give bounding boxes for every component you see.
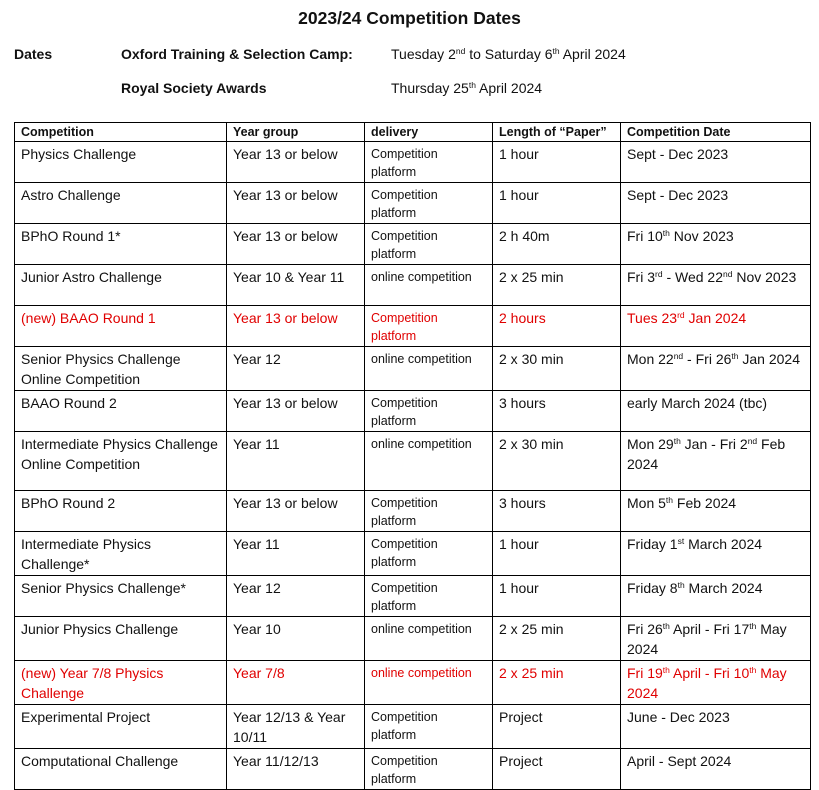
cell-competition: Physics Challenge [15, 142, 227, 183]
cell-competition-date: Fri 10th Nov 2023 [621, 224, 811, 265]
cell-length: 1 hour [493, 532, 621, 576]
cell-delivery: Competition platform [365, 183, 493, 224]
cell-competition-date: Friday 8th March 2024 [621, 576, 811, 617]
table-row [15, 224, 811, 265]
ordinal-suffix: th [662, 665, 670, 675]
cell-year-group: Year 11/12/13 [227, 749, 365, 790]
ordinal-suffix: th [662, 228, 670, 238]
event-name-oxford-camp: Oxford Training & Selection Camp: [121, 46, 353, 62]
cell-delivery: online competition [365, 265, 493, 306]
cell-competition: Astro Challenge [15, 183, 227, 224]
cell-delivery: Competition platform [365, 391, 493, 432]
cell-delivery: online competition [365, 347, 493, 391]
table-row [15, 265, 811, 306]
cell-competition: (new) Year 7/8 Physics Challenge [15, 661, 227, 705]
cell-year-group: Year 11 [227, 432, 365, 491]
cell-competition: Intermediate Physics Challenge Online Competition [15, 432, 227, 491]
ordinal-suffix: th [662, 621, 670, 631]
cell-competition: BPhO Round 2 [15, 491, 227, 532]
cell-competition-date: Fri 19th April - Fri 10th May 2024 [621, 661, 811, 705]
ordinal-suffix: st [677, 536, 685, 546]
cell-competition-date: Sept - Dec 2023 [621, 183, 811, 224]
cell-length: 2 x 25 min [493, 661, 621, 705]
column-header-length: Length of “Paper” [493, 123, 621, 142]
cell-delivery: Competition platform [365, 576, 493, 617]
cell-delivery: online competition [365, 661, 493, 705]
cell-competition: Experimental Project [15, 705, 227, 749]
column-header-competition: Competition [15, 123, 227, 142]
dates-label: Dates [14, 46, 53, 62]
ordinal-suffix: nd [673, 351, 684, 361]
cell-length: 1 hour [493, 142, 621, 183]
ordinal-suffix: nd [723, 269, 733, 279]
cell-competition-date: Mon 5th Feb 2024 [621, 491, 811, 532]
cell-year-group: Year 11 [227, 532, 365, 576]
cell-competition: Junior Physics Challenge [15, 617, 227, 661]
cell-length: 1 hour [493, 183, 621, 224]
cell-year-group: Year 13 or below [227, 306, 365, 347]
cell-competition-date: Friday 1st March 2024 [621, 532, 811, 576]
cell-delivery: Competition platform [365, 142, 493, 183]
ordinal-suffix: th [731, 351, 739, 361]
table-row [15, 749, 811, 790]
ordinal-suffix: th [749, 621, 757, 631]
cell-delivery: Competition platform [365, 532, 493, 576]
cell-year-group: Year 12 [227, 576, 365, 617]
cell-competition-date: April - Sept 2024 [621, 749, 811, 790]
cell-competition: Intermediate Physics Challenge* [15, 532, 227, 576]
cell-year-group: Year 10 [227, 617, 365, 661]
cell-length: Project [493, 705, 621, 749]
event-date-oxford-camp: Tuesday 2nd to Saturday 6th April 2024 [391, 46, 626, 62]
cell-year-group: Year 13 or below [227, 491, 365, 532]
table-row [15, 391, 811, 432]
table-row [15, 617, 811, 661]
cell-competition-date: Tues 23rd Jan 2024 [621, 306, 811, 347]
ordinal-suffix: th [677, 580, 685, 590]
cell-length: 2 x 30 min [493, 432, 621, 491]
cell-competition: Junior Astro Challenge [15, 265, 227, 306]
table-row [15, 347, 811, 391]
table-row [15, 306, 811, 347]
ordinal-suffix: th [468, 80, 476, 90]
cell-competition-date: Mon 29th Jan - Fri 2nd Feb 2024 [621, 432, 811, 491]
cell-competition: BAAO Round 2 [15, 391, 227, 432]
cell-length: 2 x 25 min [493, 617, 621, 661]
cell-year-group: Year 12/13 & Year 10/11 [227, 705, 365, 749]
table-row [15, 142, 811, 183]
cell-year-group: Year 7/8 [227, 661, 365, 705]
table-body [15, 142, 811, 790]
cell-year-group: Year 12 [227, 347, 365, 391]
cell-competition-date: June - Dec 2023 [621, 705, 811, 749]
cell-length: 2 x 25 min [493, 265, 621, 306]
column-header-delivery: delivery [365, 123, 493, 142]
cell-competition-date: early March 2024 (tbc) [621, 391, 811, 432]
ordinal-suffix: nd [747, 436, 758, 446]
ordinal-suffix: th [665, 495, 674, 505]
cell-delivery: Competition platform [365, 705, 493, 749]
cell-length: Project [493, 749, 621, 790]
cell-length: 3 hours [493, 391, 621, 432]
page-title: 2023/24 Competition Dates [298, 8, 521, 28]
column-header-competition-date: Competition Date [621, 123, 811, 142]
table-row [15, 532, 811, 576]
table-row [15, 432, 811, 491]
cell-competition-date: Sept - Dec 2023 [621, 142, 811, 183]
cell-year-group: Year 13 or below [227, 142, 365, 183]
cell-competition-date: Mon 22nd - Fri 26th Jan 2024 [621, 347, 811, 391]
table-row [15, 661, 811, 705]
event-name-royal-society: Royal Society Awards [121, 80, 267, 96]
cell-length: 3 hours [493, 491, 621, 532]
ordinal-suffix: rd [655, 269, 663, 279]
table-row [15, 491, 811, 532]
cell-delivery: online competition [365, 432, 493, 491]
event-date-royal-society: Thursday 25th April 2024 [391, 80, 543, 96]
cell-delivery: online competition [365, 617, 493, 661]
cell-year-group: Year 13 or below [227, 183, 365, 224]
cell-length: 1 hour [493, 576, 621, 617]
ordinal-suffix: th [673, 436, 681, 446]
cell-length: 2 h 40m [493, 224, 621, 265]
table-row [15, 183, 811, 224]
cell-competition-date: Fri 3rd - Wed 22nd Nov 2023 [621, 265, 811, 306]
cell-year-group: Year 10 & Year 11 [227, 265, 365, 306]
cell-delivery: Competition platform [365, 224, 493, 265]
column-header-year-group: Year group [227, 123, 365, 142]
ordinal-suffix: rd [677, 310, 685, 320]
cell-delivery: Competition platform [365, 306, 493, 347]
competition-table [14, 122, 811, 790]
cell-length: 2 hours [493, 306, 621, 347]
ordinal-suffix: th [552, 46, 560, 56]
cell-length: 2 x 30 min [493, 347, 621, 391]
cell-year-group: Year 13 or below [227, 391, 365, 432]
ordinal-suffix: nd [455, 46, 466, 56]
cell-competition: Computational Challenge [15, 749, 227, 790]
cell-delivery: Competition platform [365, 749, 493, 790]
table-row [15, 705, 811, 749]
table-header-row [15, 123, 811, 142]
cell-year-group: Year 13 or below [227, 224, 365, 265]
cell-competition: BPhO Round 1* [15, 224, 227, 265]
table-row [15, 576, 811, 617]
ordinal-suffix: th [749, 665, 757, 675]
cell-delivery: Competition platform [365, 491, 493, 532]
cell-competition: Senior Physics Challenge* [15, 576, 227, 617]
cell-competition: (new) BAAO Round 1 [15, 306, 227, 347]
cell-competition: Senior Physics Challenge Online Competition [15, 347, 227, 391]
cell-competition-date: Fri 26th April - Fri 17th May 2024 [621, 617, 811, 661]
